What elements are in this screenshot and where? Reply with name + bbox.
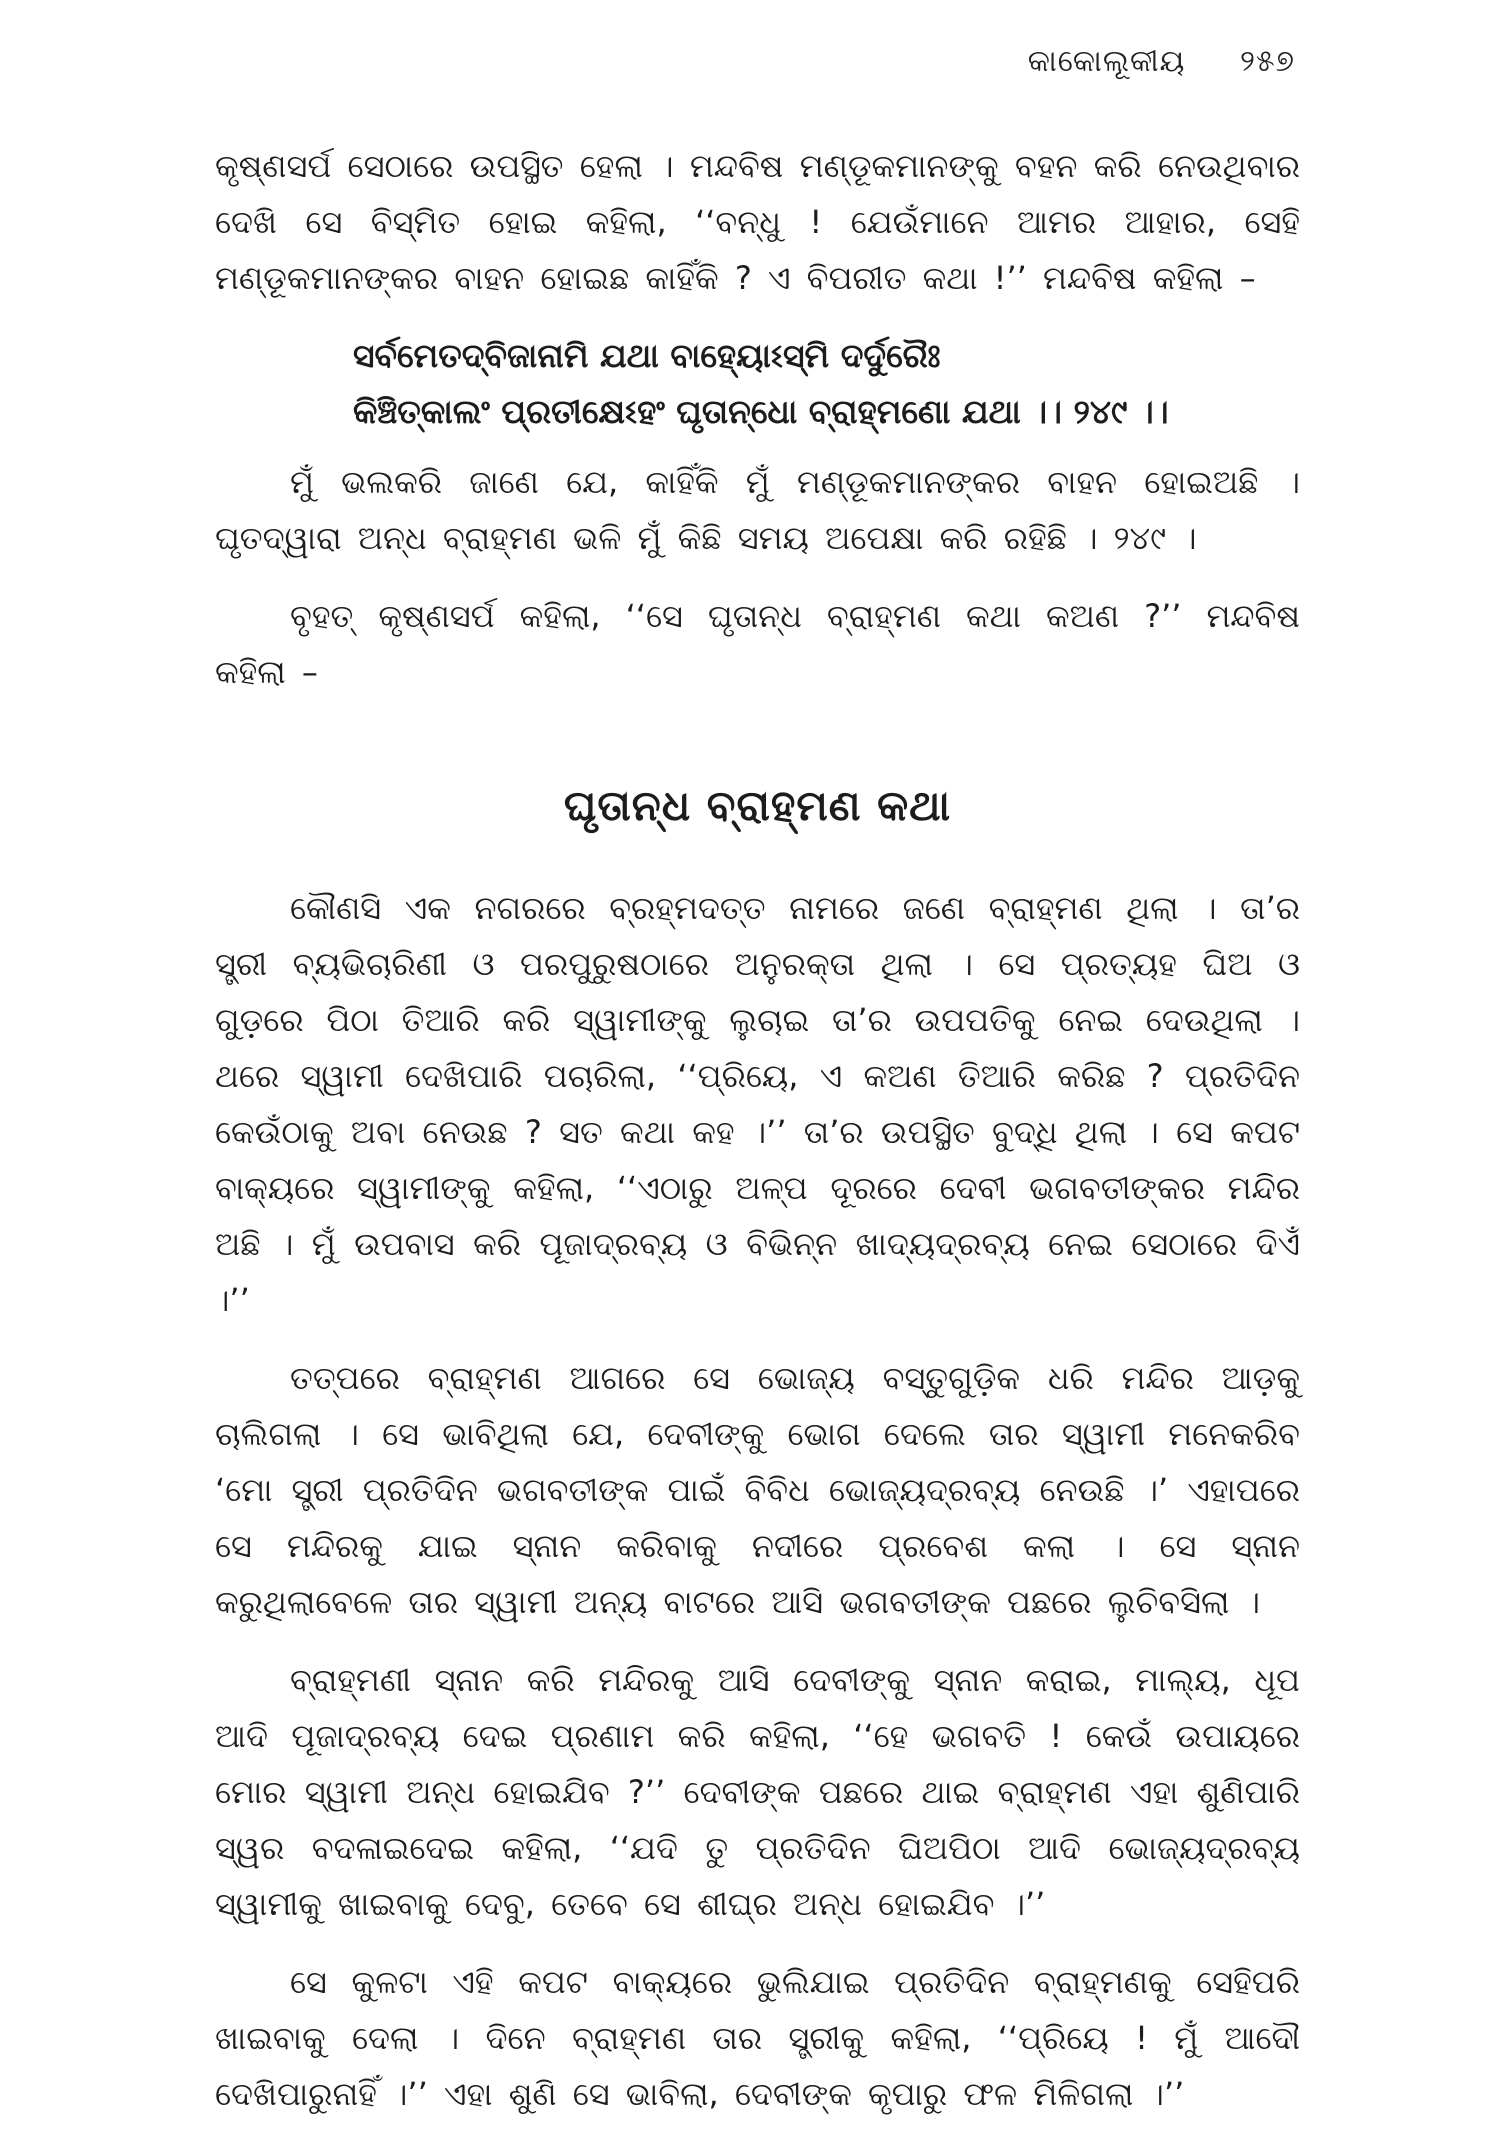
page-number: ୨୫୭ (1239, 44, 1295, 79)
verse-line-2: କିଞ୍ଚିତ୍‌କାଲଂ ପ୍ରତୀକ୍ଷେଽହଂ ଘୃତାନ୍ଧୋ ବ୍ରାହ୍ମଣୋ ଯଥା ।। ୨୪୯ ।। (353, 392, 1169, 431)
intro-paragraph: କୃଷ୍ଣସର୍ପ ସେଠାରେ ଉପସ୍ଥିତ ହେଲା । ମନ୍ଦବିଷ ମଣ୍ଡୂକମାନଙ୍କୁ ବହନ କରି ନେଉଥିବାର ଦେଖି ସେ ବିସ୍ମିତ ହୋଇ କହିଲା, ‘‘ବନ୍ଧୁ ! ଯେଉଁମାନେ ଆମର ଆହାର, ସେହି ମଣ୍ଡୂକମାନଙ୍କର ବାହନ ହୋଇଛ କାହିଁକି ? ଏ ବିପରୀତ କଥା !’’ ମନ୍ଦବିଷ କହିଲା – (215, 147, 1300, 297)
page-body (215, 138, 1300, 2144)
running-header (1028, 44, 1295, 79)
story-paragraph-3: ବ୍ରାହ୍ମଣୀ ସ୍ନାନ କରି ମନ୍ଦିରକୁ ଆସି ଦେବୀଙ୍କୁ ସ୍ନାନ କରାଇ, ମାଲ୍ୟ, ଧୂପ ଆଦି ପୂଜାଦ୍ରବ୍ୟ ଦେଇ ପ୍ରଣାମ କରି କହିଲା, ‘‘ହେ ଭଗବତି ! କେଉଁ ଉପାୟରେ ମୋର ସ୍ୱାମୀ ଅନ୍ଧ ହୋଇଯିବ ?’’ ଦେବୀଙ୍କ ପଛରେ ଥାଇ ବ୍ରାହ୍ମଣ ଏହା ଶୁଣିପାରି ସ୍ୱର ବଦଳାଇଦେଇ କହିଲା, ‘‘ଯଦି ତୁ ପ୍ରତିଦିନ ଘିଅପିଠା ଆଦି ଭୋଜ୍ୟଦ୍ରବ୍ୟ ସ୍ୱାମୀକୁ ଖାଇବାକୁ ଦେବୁ, ତେବେ ସେ ଶୀଘ୍ର ଅନ୍ଧ ହୋଇଯିବ ।’’ (215, 1661, 1300, 1923)
running-header-title: କାକୋଲୂକୀୟ (1027, 44, 1186, 79)
question-paragraph: ବୃହତ୍ କୃଷ୍ଣସର୍ପ କହିଲା, ‘‘ସେ ଘୃତାନ୍ଧ ବ୍ରାହ୍ମଣ କଥା କଅଣ ?’’ ମନ୍ଦବିଷ କହିଲା – (215, 597, 1300, 691)
story-paragraph-1: କୌଣସି ଏକ ନଗରରେ ବ୍ରହ୍ମଦତ୍ତ ନାମରେ ଜଣେ ବ୍ରାହ୍ମଣ ଥିଲା । ତା’ର ସ୍ତ୍ରୀ ବ୍ୟଭିଚାରିଣୀ ଓ ପରପୁରୁଷଠାରେ ଅନୁରକ୍ତା ଥିଲା । ସେ ପ୍ରତ୍ୟହ ଘିଅ ଓ ଗୁଡ଼ରେ ପିଠା ତିଆରି କରି ସ୍ୱାମୀଙ୍କୁ ଲୁଚାଇ ତା’ର ଉପପତିକୁ ନେଇ ଦେଉଥିଲା । ଥରେ ସ୍ୱାମୀ ଦେଖିପାରି ପଚାରିଲା, ‘‘ପ୍ରିୟେ, ଏ କଅଣ ତିଆରି କରିଛ ? ପ୍ରତିଦିନ କେଉଁଠାକୁ ଅବା ନେଉଛ ? ସତ କଥା କହ ।’’ ତା’ର ଉପସ୍ଥିତ ବୁଦ୍ଧି ଥିଲା । ସେ କପଟ ବାକ୍ୟରେ ସ୍ୱାମୀଙ୍କୁ କହିଲା, ‘‘ଏଠାରୁ ଅଳ୍ପ ଦୂରରେ ଦେବୀ ଭଗବତୀଙ୍କର ମନ୍ଦିର ଅଛି । ମୁଁ ଉପବାସ କରି ପୂଜାଦ୍ରବ୍ୟ ଓ ବିଭିନ୍ନ ଖାଦ୍ୟଦ୍ରବ୍ୟ ନେଇ ସେଠାରେ ଦିଏଁ ।’’ (215, 889, 1300, 1319)
verse-line-1: ସର୍ବମେତଦ୍‌ବିଜାନାମି ଯଥା ବାହ୍ୟୋଽସ୍ମି ଦର୍ଦୁରୈଃ (353, 336, 941, 375)
verse-translation: ମୁଁ ଭଲକରି ଜାଣେ ଯେ, କାହିଁକି ମୁଁ ମଣ୍ଡୂକମାନଙ୍କର ବାହନ ହୋଇଅଛି । ଘୃତଦ୍ୱାରା ଅନ୍ଧ ବ୍ରାହ୍ମଣ ଭଳି ମୁଁ କିଛି ସମୟ ଅପେକ୍ଷା କରି ରହିଛି । ୨୪୯ । (215, 463, 1300, 557)
story-paragraph-2: ତତ୍ପରେ ବ୍ରାହ୍ମଣ ଆଗରେ ସେ ଭୋଜ୍ୟ ବସ୍ତୁଗୁଡ଼ିକ ଧରି ମନ୍ଦିର ଆଡ଼କୁ ଚାଲିଗଲା । ସେ ଭାବିଥିଲା ଯେ, ଦେବୀଙ୍କୁ ଭୋଗ ଦେଲେ ତାର ସ୍ୱାମୀ ମନେକରିବ ‘ମୋ ସ୍ତ୍ରୀ ପ୍ରତିଦିନ ଭଗବତୀଙ୍କ ପାଇଁ ବିବିଧ ଭୋଜ୍ୟଦ୍ରବ୍ୟ ନେଉଛି ।’ ଏହାପରେ ସେ ମନ୍ଦିରକୁ ଯାଇ ସ୍ନାନ କରିବାକୁ ନଦୀରେ ପ୍ରବେଶ କଲା । ସେ ସ୍ନାନ କରୁଥିଲାବେଳେ ତାର ସ୍ୱାମୀ ଅନ୍ୟ ବାଟରେ ଆସି ଭଗବତୀଙ୍କ ପଛରେ ଲୁଚିବସିଲା । (215, 1359, 1300, 1621)
sanskrit-verse (353, 328, 1300, 440)
story-paragraph-4: ସେ କୁଳଟା ଏହି କପଟ ବାକ୍ୟରେ ଭୁଲିଯାଇ ପ୍ରତିଦିନ ବ୍ରାହ୍ମଣକୁ ସେହିପରି ଖାଇବାକୁ ଦେଲା । ଦିନେ ବ୍ରାହ୍ମଣ ତାର ସ୍ତ୍ରୀକୁ କହିଲା, ‘‘ପ୍ରିୟେ ! ମୁଁ ଆଦୌ ଦେଖିପାରୁନାହିଁ ।’’ ଏହା ଶୁଣି ସେ ଭାବିଲା, ଦେବୀଙ୍କ କୃପାରୁ ଫଳ ମିଳିଗଲା ।’’ (215, 1963, 1300, 2113)
story-heading: ଘୃତାନ୍ଧ ବ୍ରାହ୍ମଣ କଥା (563, 781, 952, 830)
